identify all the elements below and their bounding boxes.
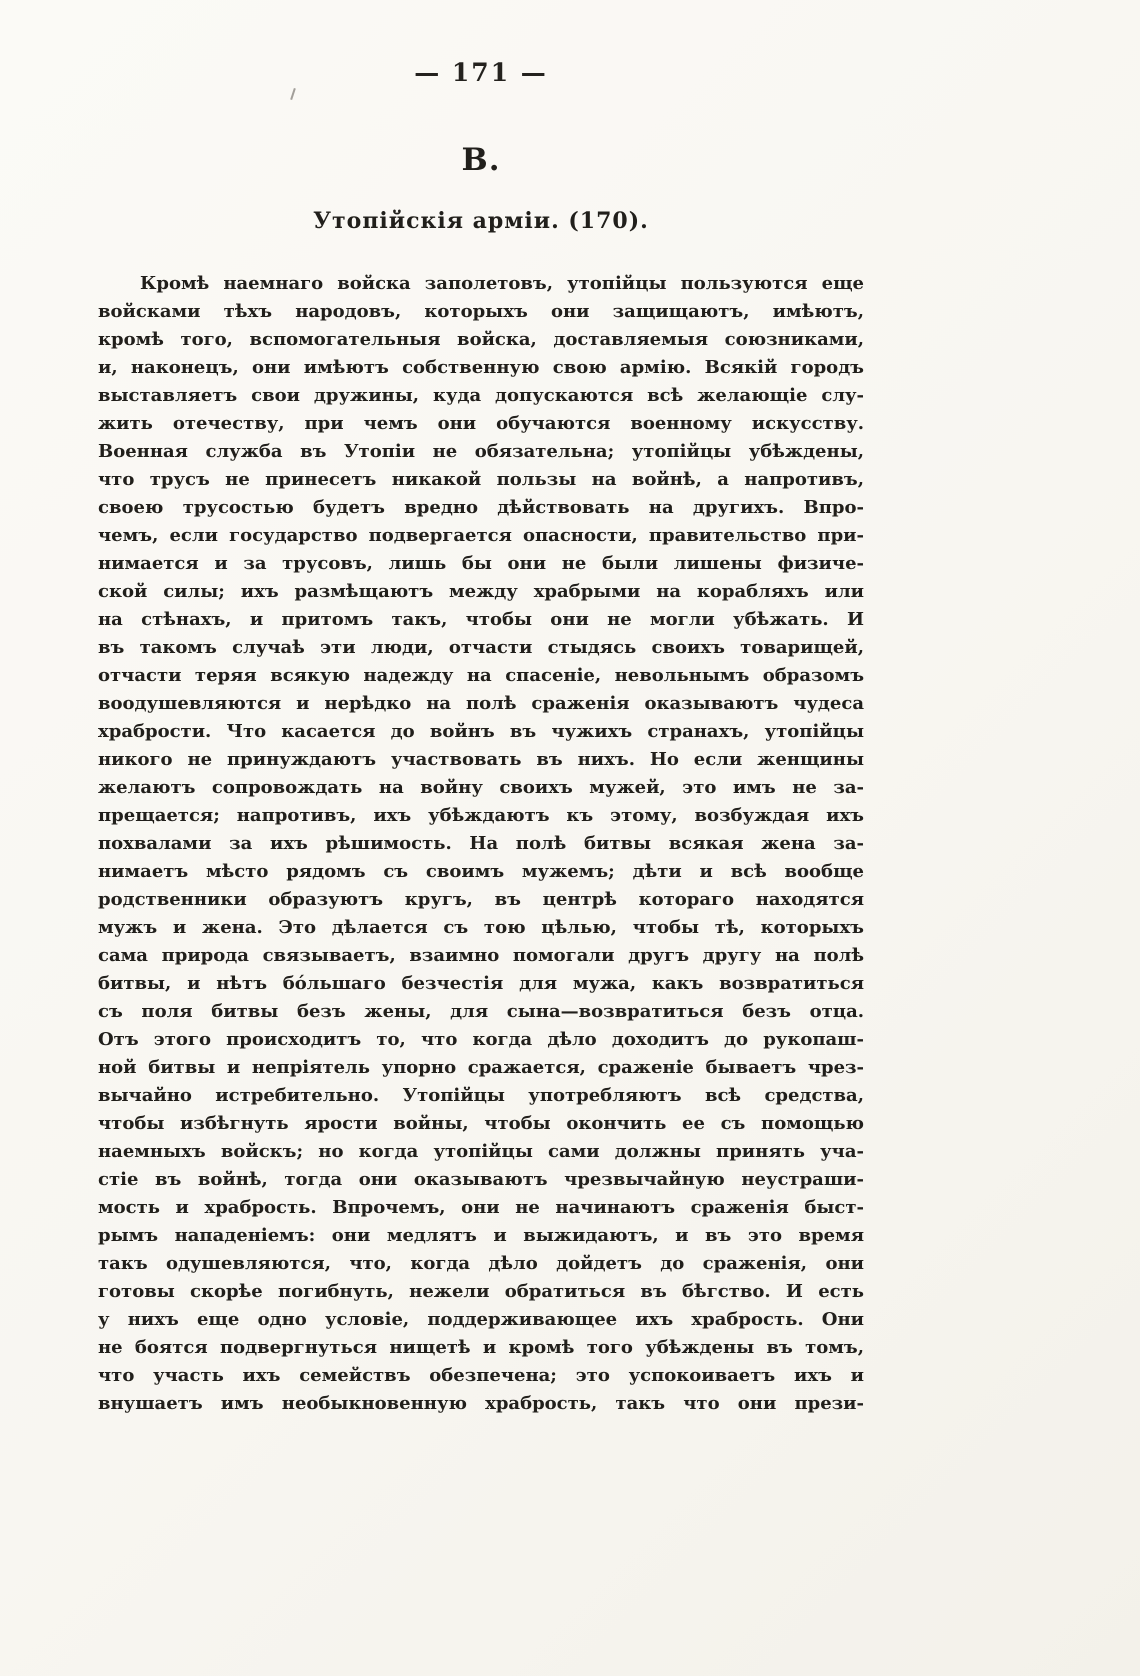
- body-line: стіе въ войнѣ, тогда они оказываютъ чрезвычайную неустраши-: [98, 1169, 864, 1190]
- body-line: храбрости. Что касается до войнъ въ чужихъ странахъ, утопійцы: [98, 721, 864, 742]
- body-line: Кромѣ наемнаго войска заполетовъ, утопійцы пользуются еще: [140, 273, 864, 294]
- body-line: родственники образуютъ кругъ, въ центрѣ котораго находятся: [98, 889, 864, 910]
- body-line: Военная служба въ Утопіи не обязательна; утопійцы убѣждены,: [98, 441, 864, 462]
- body-line: битвы, и нѣтъ бо́льшаго безчестія для мужа, какъ возвратиться: [98, 973, 864, 994]
- body-line: наемныхъ войскъ; но когда утопійцы сами должны принять уча-: [98, 1141, 864, 1162]
- body-line: не боятся подвергнуться нищетѣ и кромѣ того убѣждены въ томъ,: [98, 1337, 864, 1358]
- body-line: у нихъ еще одно условіе, поддерживающее ихъ храбрость. Они: [98, 1309, 864, 1330]
- body-line: похвалами за ихъ рѣшимость. На полѣ битвы всякая жена за-: [98, 833, 864, 854]
- body-line: внушаетъ имъ необыкновенную храбрость, такъ что они прези-: [98, 1393, 864, 1414]
- section-heading: В.: [461, 142, 501, 178]
- body-line: что участь ихъ семействъ обезпечена; это успокоиваетъ ихъ и: [98, 1365, 864, 1386]
- body-line: мость и храбрость. Впрочемъ, они не начинаютъ сраженія быст-: [98, 1197, 864, 1218]
- body-line: что трусъ не принесетъ никакой пользы на войнѣ, а напротивъ,: [98, 469, 864, 490]
- body-line: войсками тѣхъ народовъ, которыхъ они защищаютъ, имѣютъ,: [98, 301, 864, 322]
- body-line: сама природа связываетъ, взаимно помогали другъ другу на полѣ: [98, 945, 864, 966]
- body-line: рымъ нападеніемъ: они медлятъ и выжидаютъ, и въ это время: [98, 1225, 864, 1246]
- body-line: кромѣ того, вспомогательныя войска, доставляемыя союзниками,: [98, 329, 864, 350]
- body-line: вычайно истребительно. Утопійцы употребляютъ всѣ средства,: [98, 1085, 864, 1106]
- page-title: Утопійскія арміи. (170).: [313, 208, 649, 234]
- body-line: въ такомъ случаѣ эти люди, отчасти стыдясь своихъ товарищей,: [98, 637, 864, 658]
- body-line: такъ одушевляются, что, когда дѣло дойдетъ до сраженія, они: [98, 1253, 864, 1274]
- body-line: чтобы избѣгнуть ярости войны, чтобы окончить ее съ помощью: [98, 1113, 864, 1134]
- body-line: и, наконецъ, они имѣютъ собственную свою армію. Всякій городъ: [98, 357, 864, 378]
- page-number: — 171 —: [414, 58, 548, 87]
- body-line: чемъ, если государство подвергается опасности, правительство при-: [98, 525, 864, 546]
- body-line: никого не принуждаютъ участвовать въ нихъ. Но если женщины: [98, 749, 864, 770]
- body-line: отчасти теряя всякую надежду на спасеніе, невольнымъ образомъ: [98, 665, 864, 686]
- body-line: выставляетъ свои дружины, куда допускаются всѣ желающіе слу-: [98, 385, 864, 406]
- body-line: своею трусостью будетъ вредно дѣйствовать на другихъ. Впро-: [98, 497, 864, 518]
- body-line: ной битвы и непріятель упорно сражается, сраженіе бываетъ чрез-: [98, 1057, 864, 1078]
- body-line: на стѣнахъ, и притомъ такъ, чтобы они не могли убѣжать. И: [98, 609, 864, 630]
- body-line: воодушевляются и нерѣдко на полѣ сраженія оказываютъ чудеса: [98, 693, 864, 714]
- body-line: прещается; напротивъ, ихъ убѣждаютъ къ этому, возбуждая ихъ: [98, 805, 864, 826]
- body-line: мужъ и жена. Это дѣлается съ тою цѣлью, чтобы тѣ, которыхъ: [98, 917, 864, 938]
- scan-artifact-mark: [290, 88, 296, 100]
- body-line: готовы скорѣе погибнуть, нежели обратиться въ бѣгство. И есть: [98, 1281, 864, 1302]
- body-paragraph: [98, 270, 864, 1418]
- body-line: съ поля битвы безъ жены, для сына—возвратиться безъ отца.: [98, 1001, 864, 1022]
- body-line: жить отечеству, при чемъ они обучаются военному искусству.: [98, 413, 864, 434]
- body-line: нимается и за трусовъ, лишь бы они не были лишены физиче-: [98, 553, 864, 574]
- body-line: Отъ этого происходитъ то, что когда дѣло доходитъ до рукопаш-: [98, 1029, 864, 1050]
- body-line: ской силы; ихъ размѣщаютъ между храбрыми на корабляхъ или: [98, 581, 864, 602]
- body-line: нимаетъ мѣсто рядомъ съ своимъ мужемъ; дѣти и всѣ вообще: [98, 861, 864, 882]
- body-line: желаютъ сопровождать на войну своихъ мужей, это имъ не за-: [98, 777, 864, 798]
